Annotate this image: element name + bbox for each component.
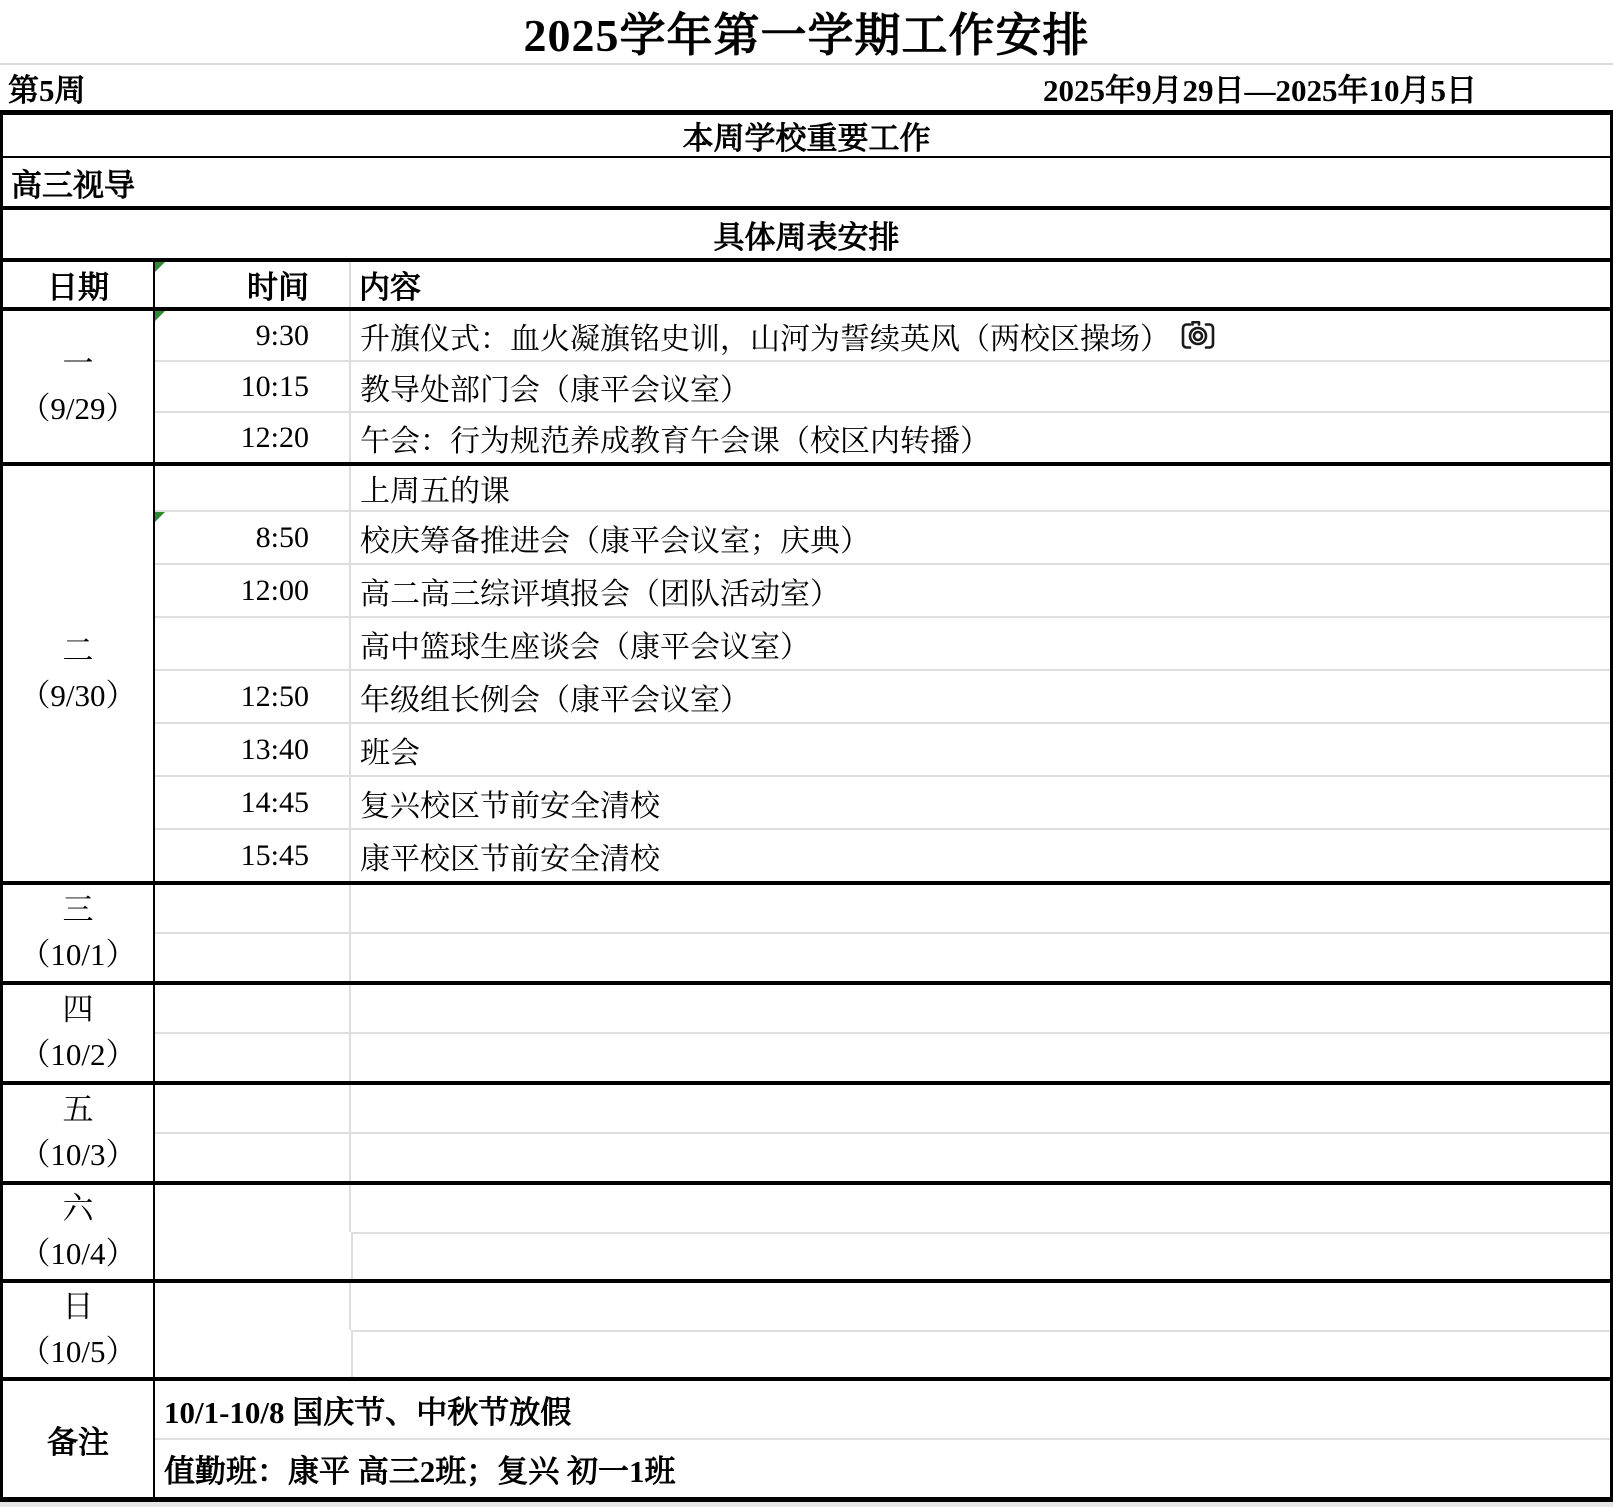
schedule-row [155, 1232, 1610, 1279]
time-text: 14:45 [240, 785, 309, 819]
content-text: 教导处部门会（康平会议室） [360, 373, 750, 407]
day-section-monday [3, 311, 1610, 466]
day-rows [155, 1185, 1610, 1279]
content-cell [351, 1034, 1610, 1081]
day-date: （10/3） [19, 1137, 137, 1172]
time-text: 13:40 [240, 732, 309, 766]
schedule-row [155, 466, 1610, 510]
time-cell [155, 1283, 351, 1330]
day-date: （10/2） [19, 1037, 137, 1072]
time-cell [155, 777, 351, 828]
schedule-row [155, 1085, 1610, 1132]
excel-error-marker-icon [155, 512, 165, 522]
schedule-row [155, 411, 1610, 462]
day-label [3, 885, 155, 981]
day-date: （9/30） [19, 677, 137, 713]
content-cell [351, 777, 1610, 828]
time-text: 12:20 [240, 420, 309, 454]
page-title: 2025学年第一学期工作安排 [523, 9, 1090, 61]
content-cell [351, 311, 1610, 360]
time-cell [155, 830, 351, 881]
content-cell [351, 565, 1610, 616]
time-cell [155, 985, 351, 1032]
day-label [3, 1283, 155, 1377]
content-text: 复兴校区节前安全清校 [360, 789, 660, 823]
day-name: 六 [62, 1191, 94, 1227]
day-name: 二 [62, 632, 94, 668]
day-section-saturday [3, 1185, 1610, 1283]
time-text: 15:45 [240, 838, 309, 872]
excel-error-marker-icon [155, 262, 165, 272]
schedule-row [155, 985, 1610, 1032]
time-text: 9:30 [255, 318, 309, 352]
time-cell [155, 885, 351, 932]
time-cell [155, 413, 351, 462]
content-text: 年级组长例会（康平会议室） [360, 683, 750, 717]
time-cell [155, 565, 351, 616]
content-cell [351, 885, 1610, 932]
time-text: 8:50 [255, 520, 309, 554]
day-label [3, 466, 155, 881]
content-cell [351, 413, 1610, 462]
day-rows [155, 1085, 1610, 1181]
schedule-row [155, 510, 1610, 563]
time-text: 12:50 [240, 679, 309, 713]
schedule-row [155, 311, 1610, 360]
time-cell [155, 311, 351, 360]
time-text: 10:15 [240, 369, 309, 403]
day-label [3, 1185, 155, 1279]
schedule-row [155, 360, 1610, 411]
content-cell [351, 671, 1610, 722]
important-work-header: 本周学校重要工作 [3, 115, 1610, 158]
content-cell [351, 1330, 1610, 1377]
content-cell [351, 830, 1610, 881]
time-cell [155, 724, 351, 775]
day-date: （10/5） [19, 1334, 137, 1369]
camera-icon [1180, 321, 1216, 351]
schedule-row [155, 1330, 1610, 1377]
content-text: 校庆筹备推进会（康平会议室；庆典） [360, 524, 870, 558]
day-name: 五 [62, 1092, 94, 1128]
content-text: 高中篮球生座谈会（康平会议室） [360, 630, 810, 664]
day-section-friday [3, 1085, 1610, 1185]
time-cell [155, 934, 351, 981]
remarks-label: 备注 [3, 1381, 155, 1497]
content-cell [351, 985, 1610, 1032]
content-cell [351, 362, 1610, 411]
time-text: 12:00 [240, 573, 309, 607]
time-cell [155, 1085, 351, 1132]
excel-error-marker-icon [155, 311, 165, 321]
day-rows [155, 1283, 1610, 1377]
time-cell [155, 1134, 351, 1181]
day-date: （10/4） [19, 1236, 137, 1271]
content-cell [351, 618, 1610, 669]
time-cell [155, 671, 351, 722]
day-label [3, 311, 155, 462]
day-date: （9/29） [19, 390, 137, 426]
day-date: （10/1） [19, 937, 137, 972]
content-cell [351, 934, 1610, 981]
content-text: 午会：行为规范养成教育午会课（校区内转播） [360, 424, 990, 458]
column-header-row [3, 262, 1610, 311]
content-text: 上周五的课 [360, 475, 510, 508]
time-cell [155, 1034, 351, 1081]
day-rows [155, 885, 1610, 981]
day-name: 三 [62, 892, 94, 928]
bottom-gray-strip [0, 1502, 1613, 1507]
content-text: 班会 [360, 736, 420, 770]
content-cell [351, 1185, 1610, 1232]
week-date-range: 2025年9月29日—2025年10月5日 [1043, 73, 1477, 108]
week-number: 第5周 [8, 73, 86, 108]
day-section-sunday [3, 1283, 1610, 1381]
day-name: 日 [62, 1289, 94, 1325]
content-cell [351, 724, 1610, 775]
remark-rows [155, 1381, 1610, 1497]
day-rows [155, 466, 1610, 881]
remarks-section [3, 1381, 1610, 1497]
schedule-row [155, 563, 1610, 616]
content-cell [351, 512, 1610, 563]
schedule-row [155, 669, 1610, 722]
schedule-row [155, 1185, 1610, 1232]
day-rows [155, 311, 1610, 462]
column-header-date: 日期 [3, 262, 155, 307]
column-header-content: 内容 [359, 270, 421, 305]
day-section-tuesday [3, 466, 1610, 885]
content-cell [351, 1134, 1610, 1181]
day-label [3, 1085, 155, 1181]
column-header-time [155, 262, 351, 307]
time-cell [155, 1232, 351, 1279]
schedule-row [155, 775, 1610, 828]
time-cell [155, 1330, 351, 1377]
time-cell [155, 512, 351, 563]
schedule-row [155, 828, 1610, 881]
column-header-time-label: 时间 [247, 270, 309, 305]
weekly-schedule-header: 具体周表安排 [3, 210, 1610, 262]
schedule-row [155, 1132, 1610, 1181]
content-text: 康平校区节前安全清校 [360, 842, 660, 876]
schedule-row [155, 722, 1610, 775]
week-info-row [0, 63, 1613, 110]
content-cell [351, 1232, 1610, 1279]
time-cell [155, 1185, 351, 1232]
schedule-row [155, 932, 1610, 981]
time-cell [155, 618, 351, 669]
time-cell [155, 466, 351, 510]
content-text: 高二高三综评填报会（团队活动室） [360, 577, 840, 611]
schedule-row [155, 616, 1610, 669]
content-cell [351, 1085, 1610, 1132]
schedule-row [155, 1032, 1610, 1081]
content-cell [351, 1283, 1610, 1330]
day-name: 四 [62, 992, 94, 1028]
content-text: 升旗仪式：血火凝旗铭史训，山河为誓续英风（两校区操场） [360, 322, 1170, 356]
day-section-wednesday [3, 885, 1610, 985]
day-name: 一 [62, 345, 94, 381]
day-section-thursday [3, 985, 1610, 1085]
time-cell [155, 362, 351, 411]
schedule-table [0, 110, 1613, 1502]
schedule-row [155, 885, 1610, 932]
content-cell [351, 466, 1610, 510]
remark-row: 值勤班：康平 高三2班；复兴 初一1班 [155, 1438, 1610, 1497]
important-work-item: 高三视导 [3, 158, 1610, 210]
day-label [3, 985, 155, 1081]
schedule-row [155, 1283, 1610, 1330]
remark-row: 10/1-10/8 国庆节、中秋节放假 [164, 1395, 572, 1430]
day-rows [155, 985, 1610, 1081]
